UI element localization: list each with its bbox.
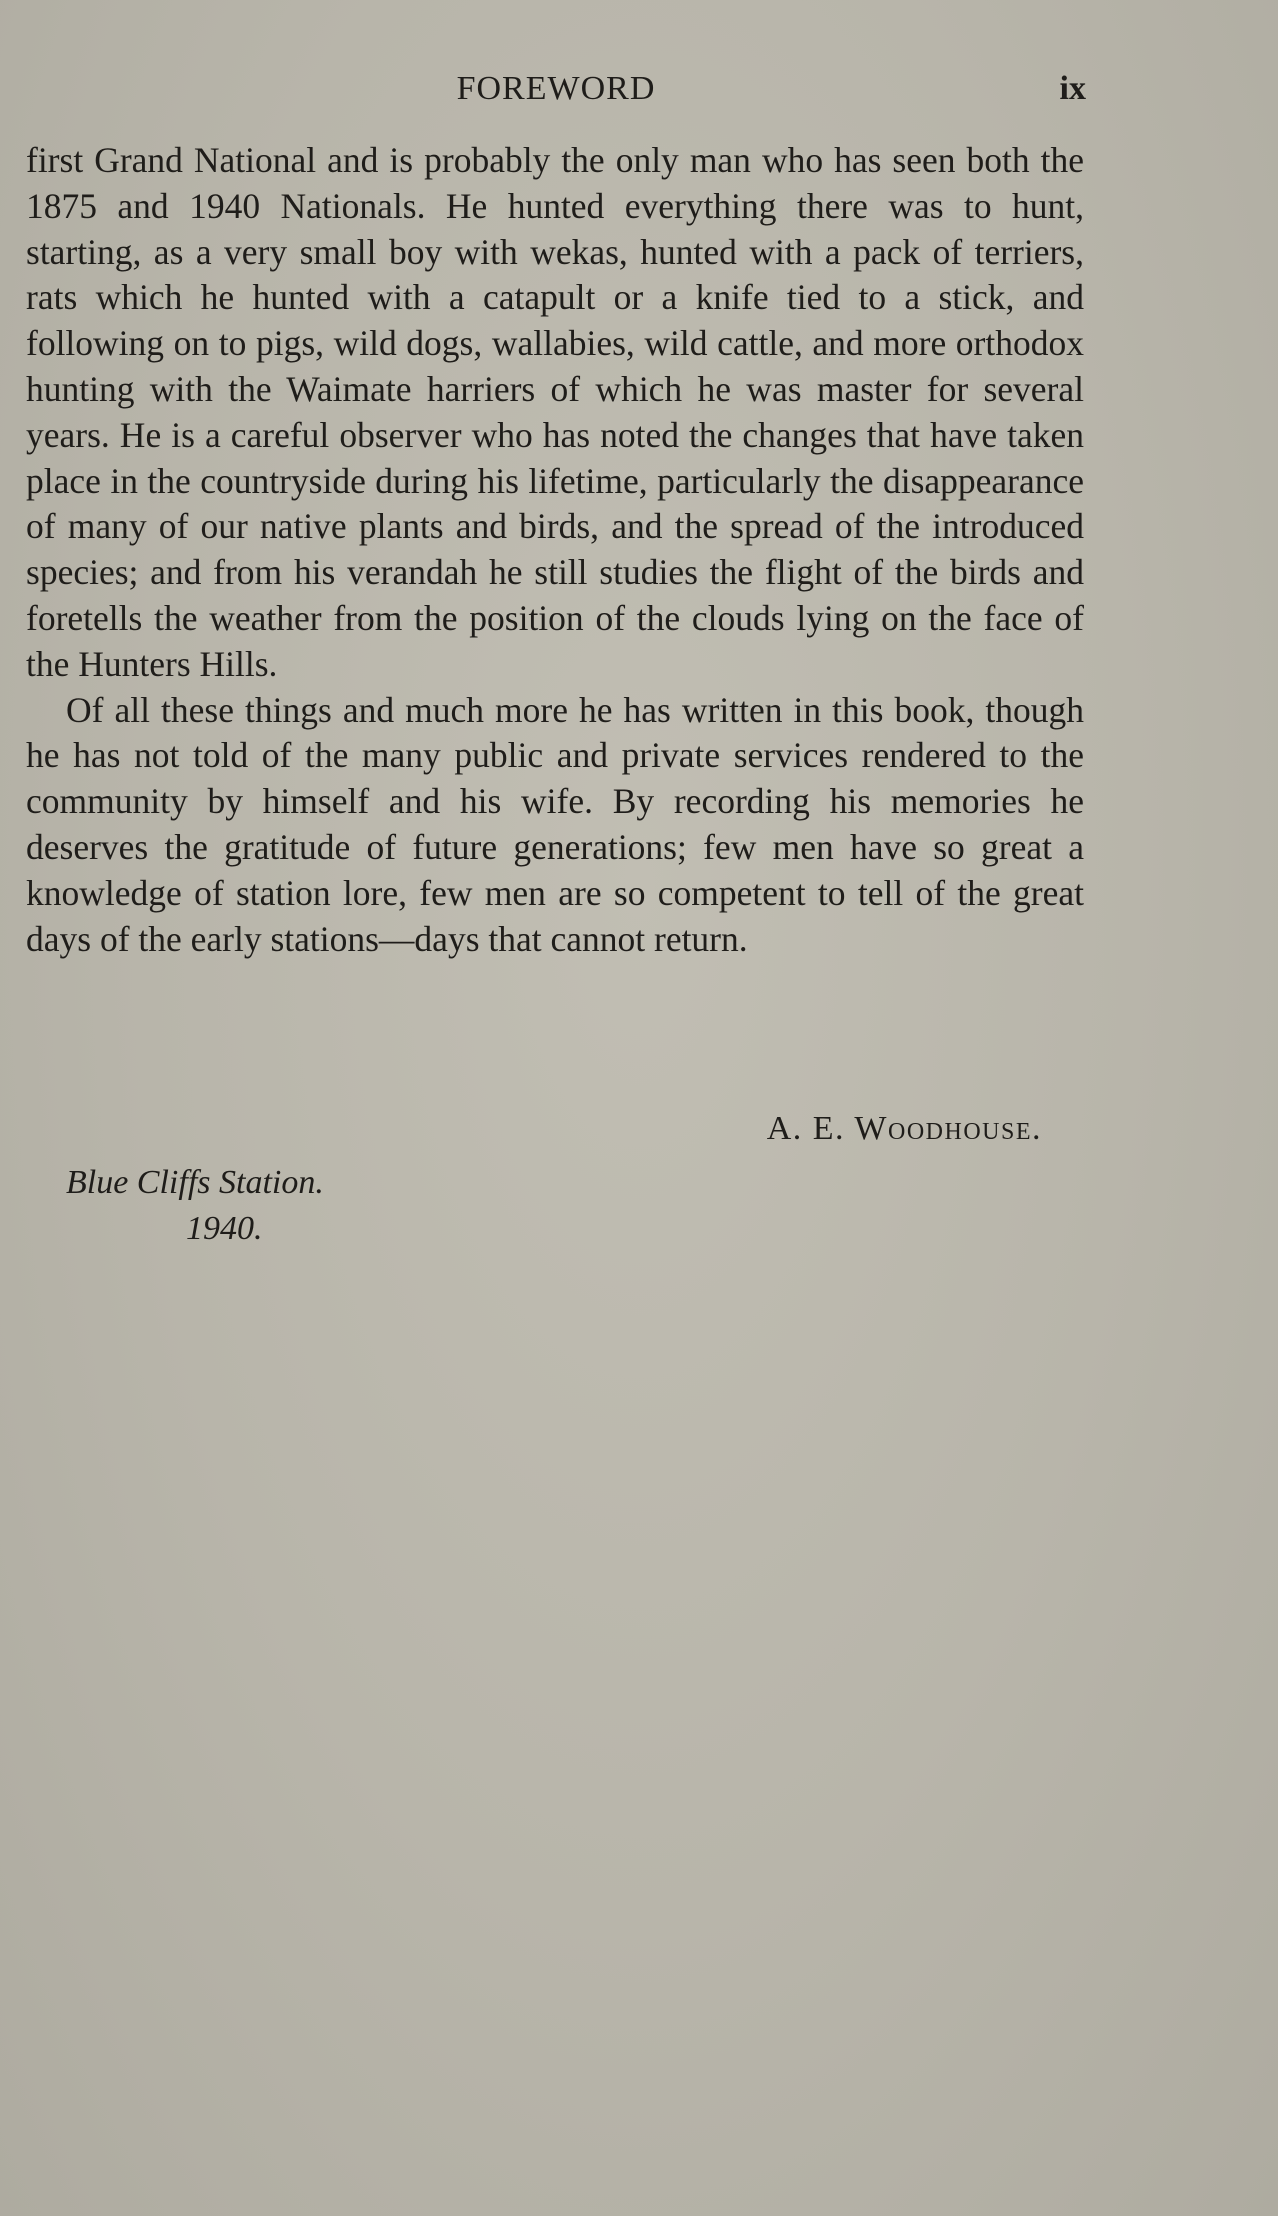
paragraph-continued: first Grand National and is probably the only man who has seen both the 1875 and 1940 Nationals. He hunted everything there was to hunt, starting, as a very small boy with wekas, hunted with a pack of terriers, rats which he hunted with a catapult or a knife tied to a stick, and following on to pigs, wild dogs, wallabies, wild cattle, and more orthodox hunting with the Waimate harriers of which he was master for several years. He is a careful observer who has noted the changes that have taken place in the countryside during his lifetime, particularly the disappearance of many of our native plants and birds, and the spread of the introduced species; and from his verandah he still studies the flight of the birds and foretells the weather from the position of the clouds lying on the face of the Hunters Hills. (26, 140, 1084, 684)
author-signature: A. E. Woodhouse. (766, 1110, 1042, 1147)
place: Blue Cliffs Station. (66, 1164, 324, 1201)
running-title: FOREWORD (456, 70, 656, 107)
page-number: ix (1059, 70, 1086, 107)
date: 1940. (186, 1210, 263, 1247)
body-text (26, 138, 1084, 962)
running-head (26, 70, 1086, 120)
paragraph: Of all these things and much more he has written in this book, though he has not told of the many public and private services rendered to the community by himself and his wife. By recording his memories he deserves the gratitude of future generations; few men have so great a knowledge of station lore, few men are so competent to tell of the great days of the early stations—days that cannot return. (26, 689, 1084, 959)
place-date (66, 1160, 324, 1252)
